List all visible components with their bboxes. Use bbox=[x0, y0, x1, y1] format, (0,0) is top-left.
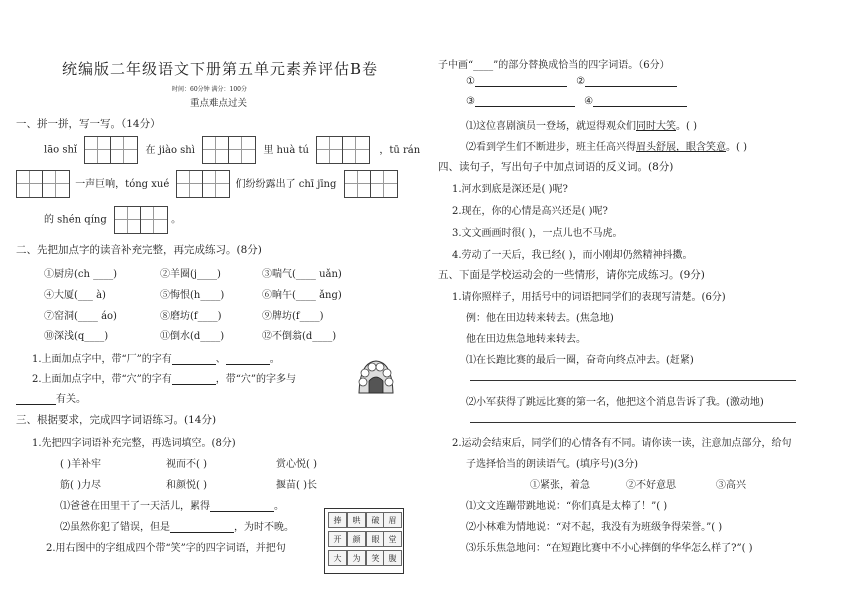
section-2-heading: 二、先把加点字的读音补充完整，再完成练习。(8分) bbox=[16, 244, 262, 256]
s5-example-1: 例：他在田边转来转去。(焦急地) bbox=[466, 313, 614, 324]
answer-blank-1[interactable] bbox=[475, 76, 567, 87]
s5-item-2-answer-line[interactable] bbox=[470, 422, 796, 423]
grid-char: 大 bbox=[328, 550, 347, 566]
sentence-1-text: ⑴这位喜剧演员一登场，就逗得观众们 bbox=[466, 121, 636, 132]
s5-question-2: 2.运动会结束后，同学们的心情各有不同。请你读一读，注意加点部分，给句 bbox=[452, 438, 792, 449]
grid-char: 颜 bbox=[347, 531, 366, 547]
write-box-hua-tu[interactable] bbox=[316, 136, 370, 164]
sentence-2-answer[interactable]: 。( ) bbox=[726, 142, 747, 153]
pinyin-tu-ran: ，tū rán bbox=[379, 144, 421, 156]
write-box-tong-xue[interactable] bbox=[176, 170, 230, 198]
s3-sentence-1 bbox=[60, 497, 284, 512]
s3-s1-text: ⑴爸爸在田里干了一天活儿，累得 bbox=[60, 501, 210, 512]
tone-item-2[interactable]: ⑵小林难为情地说：“对不起，我没有为班级争得荣誉。”( ) bbox=[466, 522, 723, 533]
sentence-1-underlined: 同时大笑 bbox=[636, 121, 676, 132]
idiom-3[interactable]: 赏心悦( ) bbox=[276, 459, 317, 470]
pinyin-lao-shi: lāo shǐ bbox=[44, 144, 78, 156]
s2-q2-end: 有关。 bbox=[56, 394, 86, 405]
paper-title: 统编版二年级语文下册第五单元素养评估B卷 bbox=[62, 60, 379, 78]
answer-label-3: ③ bbox=[466, 96, 475, 107]
grid-char: 眉 bbox=[383, 512, 402, 528]
reading-item-9[interactable]: ⑨牌坊(f____) bbox=[262, 311, 324, 322]
replace-sentence-2 bbox=[466, 138, 747, 153]
s2-q1-end: 。 bbox=[269, 354, 280, 365]
s5-item-2: ⑵小军获得了跳远比赛的第一名，他把这个消息告诉了我。(激动地) bbox=[466, 397, 764, 408]
answer-label-4: ④ bbox=[584, 96, 594, 107]
pinyin-row-1 bbox=[44, 136, 420, 164]
idiom-4[interactable]: 筋( )力尽 bbox=[60, 480, 101, 491]
tone-item-1[interactable]: ⑴文文连蹦带跳地说：“你们真是太棒了！”( ) bbox=[466, 501, 668, 512]
reading-item-4[interactable]: ④大厦(___ à) bbox=[44, 290, 106, 301]
reading-item-12[interactable]: ⑫不倒翁(d____) bbox=[262, 331, 337, 342]
reading-item-1[interactable]: ①厨房(ch ____) bbox=[44, 269, 118, 280]
answer-label-2: ② bbox=[576, 76, 586, 87]
answer-blanks-row-2 bbox=[466, 96, 687, 107]
reading-item-6[interactable]: ⑥晌午(____ ǎng) bbox=[262, 290, 342, 301]
pinyin-row-3-end: 。 bbox=[171, 214, 182, 226]
cave-dwelling-illustration bbox=[356, 356, 396, 396]
tone-option-3: ③高兴 bbox=[716, 480, 746, 491]
antonym-item-2[interactable]: 2.现在，你的心情是高兴还是( )呢? bbox=[452, 206, 608, 217]
s3-question-1: 1.先把四字词语补充完整，再选词填空。(8分) bbox=[32, 438, 236, 449]
answer-blank-3[interactable] bbox=[475, 96, 575, 107]
s2-question-2-cont bbox=[16, 390, 86, 405]
grid-char: 捧 bbox=[328, 512, 347, 528]
section-1-heading: 一、拼一拼，写一写。（14分） bbox=[16, 118, 161, 130]
section-4-heading: 四、读句子，写出句子中加点词语的反义词。(8分) bbox=[438, 161, 674, 173]
s5-question-2-cont: 子选择恰当的朗读语气。(填序号)(3分) bbox=[466, 459, 638, 470]
idiom-row-2 bbox=[60, 476, 317, 491]
pinyin-shen-qing: 的 shén qíng bbox=[44, 214, 107, 226]
grid-char: 笑 bbox=[366, 550, 385, 566]
pinyin-row-3 bbox=[44, 206, 181, 234]
sentence-1-answer[interactable]: 。( ) bbox=[676, 121, 697, 132]
s2-q2-blank-2[interactable] bbox=[16, 394, 56, 405]
antonym-item-4[interactable]: 4.劳动了一天后，我已经( )，而小刚却仍然精神抖擞。 bbox=[452, 250, 693, 261]
reading-item-11[interactable]: ⑪倒水(d____) bbox=[160, 331, 225, 342]
replace-sentence-1 bbox=[466, 117, 697, 132]
s2-q1-sep: 、 bbox=[215, 354, 226, 365]
reading-row-2 bbox=[44, 286, 342, 301]
s2-q1-blank-1[interactable] bbox=[172, 354, 216, 365]
pinyin-hua-tu: 里 huà tú bbox=[263, 144, 309, 156]
grid-char: 破 bbox=[366, 512, 385, 528]
s3-question-2: 2.用右图中的字组成四个带“笑”字的四字词语，并把句 bbox=[46, 543, 286, 554]
grid-char: 眼 bbox=[366, 531, 385, 547]
s2-q2-blank-1[interactable] bbox=[172, 374, 216, 385]
s3-q2-continuation: 子中画“____”的部分替换成恰当的四字词语。（6分） bbox=[438, 60, 670, 71]
reading-item-2[interactable]: ②羊圈(j____) bbox=[160, 269, 221, 280]
idiom-2[interactable]: 视而不( ) bbox=[166, 459, 207, 470]
idiom-row-1 bbox=[60, 455, 317, 470]
s3-s1-blank[interactable] bbox=[210, 501, 274, 512]
s5-question-1: 1.请你照样子，用括号中的词语把同学们的表现写清楚。(6分) bbox=[452, 292, 726, 303]
section-3-heading: 三、根据要求，完成四字词语练习。(14分) bbox=[16, 414, 217, 426]
s2-question-1 bbox=[32, 350, 280, 365]
answer-blank-2[interactable] bbox=[585, 76, 677, 87]
s2-q1-blank-2[interactable] bbox=[226, 354, 270, 365]
s3-sentence-2 bbox=[60, 518, 294, 533]
pinyin-tong-xue: 一声巨响，tóng xué bbox=[75, 178, 170, 190]
paper-subtitle: 重点难点过关 bbox=[190, 98, 248, 109]
write-box-lao-shi[interactable] bbox=[84, 136, 138, 164]
reading-item-5[interactable]: ⑤悔恨(h____) bbox=[160, 290, 225, 301]
tone-item-3[interactable]: ⑶乐乐焦急地问：“在短跑比赛中不小心摔倒的华华怎么样了?”( ) bbox=[466, 543, 753, 554]
antonym-item-3[interactable]: 3.文文画画时很( )，一点儿也不马虎。 bbox=[452, 228, 623, 239]
reading-row-1 bbox=[44, 265, 342, 280]
s3-s2-text: ⑵虽然你犯了错误，但是 bbox=[60, 522, 170, 533]
s5-example-2: 他在田边焦急地转来转去。 bbox=[466, 334, 586, 345]
pinyin-chi-jing: 们纷纷露出了 chī jīng bbox=[235, 178, 337, 190]
sentence-2-underlined: 眉头舒展，眼含笑意 bbox=[636, 142, 726, 153]
s3-s2-blank[interactable] bbox=[170, 522, 234, 533]
section-5-heading: 五、下面是学校运动会的一些情形，请你完成练习。(9分) bbox=[438, 269, 705, 281]
write-box-jiao-shi[interactable] bbox=[202, 136, 256, 164]
write-box-chi-jing[interactable] bbox=[344, 170, 398, 198]
exam-meta: 时间：60分钟 满分：100分 bbox=[172, 86, 247, 93]
tone-option-2: ②不好意思 bbox=[626, 480, 676, 491]
reading-item-10[interactable]: ⑩深浅(q____) bbox=[44, 331, 109, 342]
sentence-2-text: ⑵看到学生们不断进步，班主任高兴得 bbox=[466, 142, 636, 153]
character-grid bbox=[324, 508, 404, 574]
s5-item-1: ⑴在长跑比赛的最后一圈，奋奇向终点冲去。(赶紧) bbox=[466, 355, 694, 366]
pinyin-row-2 bbox=[16, 170, 398, 198]
reading-item-8[interactable]: ⑧磨坊(f____) bbox=[160, 311, 222, 322]
s3-s1-end: 。 bbox=[274, 501, 284, 512]
s2-q1-text: 1.上面加点字中，带“厂”的字有 bbox=[32, 354, 172, 365]
grid-char: 为 bbox=[347, 550, 366, 566]
s3-s2-end: ，为时不晚。 bbox=[234, 522, 294, 533]
reading-item-7[interactable]: ⑦窑洞(____ áo) bbox=[44, 311, 117, 322]
write-box-tu-ran[interactable] bbox=[16, 170, 70, 198]
reading-item-3[interactable]: ③喘气(____ uǎn) bbox=[262, 269, 342, 280]
grid-char: 堂 bbox=[383, 531, 402, 547]
write-box-shen-qing[interactable] bbox=[114, 206, 168, 234]
antonym-item-1[interactable]: 1.河水到底是深还是( )呢? bbox=[452, 184, 568, 195]
pinyin-jiao-shi: 在 jiào shì bbox=[145, 144, 195, 156]
s2-q2-text-2: ，带“穴”的字多与 bbox=[215, 374, 296, 385]
idiom-1[interactable]: ( )羊补牢 bbox=[60, 459, 101, 470]
tone-option-1: ①紧张，着急 bbox=[530, 480, 590, 491]
grid-char: 腹 bbox=[383, 550, 402, 566]
s5-item-1-answer-line[interactable] bbox=[470, 380, 796, 381]
grid-char: 开 bbox=[328, 531, 347, 547]
tone-options bbox=[530, 476, 746, 491]
reading-row-4 bbox=[44, 327, 336, 342]
idiom-6[interactable]: 揠苗( )长 bbox=[276, 480, 317, 491]
answer-blank-4[interactable] bbox=[593, 96, 687, 107]
s2-q2-text: 2.上面加点字中，带“穴”的字有 bbox=[32, 374, 172, 385]
grid-char: 哄 bbox=[347, 512, 366, 528]
idiom-5[interactable]: 和颜悦( ) bbox=[166, 480, 207, 491]
answer-label-1: ① bbox=[466, 76, 475, 87]
reading-row-3 bbox=[44, 307, 324, 322]
answer-blanks-row-1 bbox=[466, 76, 677, 87]
s2-question-2 bbox=[32, 370, 296, 385]
